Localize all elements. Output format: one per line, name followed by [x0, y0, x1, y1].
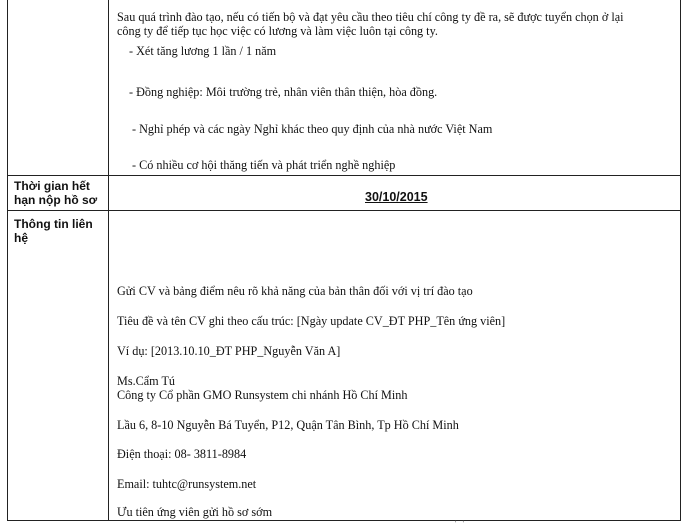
deadline-label-line-1: Thời gian hết: [14, 179, 90, 193]
contact-label-line-1: Thông tin liên: [14, 217, 93, 231]
contact-phone: Điện thoại: 08- 3811-8984: [117, 447, 247, 461]
benefit-item-leave: - Nghỉ phép và các ngày Nghỉ khác theo quy định của nhà nước Việt Nam: [132, 122, 493, 136]
contact-company: Công ty Cổ phần GMO Runsystem chi nhánh Hồ Chí Minh: [117, 388, 408, 402]
table-right-border: [680, 0, 681, 521]
contact-name: Ms.Cẩm Tú: [117, 374, 176, 388]
row-divider-benefits: [7, 175, 681, 176]
benefit-item-salary: - Xét tăng lương 1 lần / 1 năm: [129, 44, 277, 58]
benefit-item-colleagues: - Đồng nghiệp: Môi trường trẻ, nhân viên thân thiện, hòa đồng.: [129, 85, 438, 99]
benefits-intro-line-1: Sau quá trình đào tạo, nếu có tiến bộ và đạt yêu cầu theo tiêu chí công ty đề ra, sẽ được tuyển chọn ở lại: [117, 10, 624, 24]
deadline-label-line-2: hạn nộp hồ sơ: [14, 193, 98, 207]
benefits-intro-line-2: công ty để tiếp tục học việc có lương và làm việc luôn tại công ty.: [117, 24, 438, 38]
next-page-text-fragment: ' ': [455, 519, 466, 528]
benefit-item-career: - Có nhiều cơ hội thăng tiến và phát triển nghề nghiệp: [132, 158, 396, 172]
deadline-value: 30/10/2015: [365, 190, 428, 204]
contact-label-line-2: hệ: [14, 231, 29, 245]
contact-email: Email: tuhtc@runsystem.net: [117, 477, 257, 491]
table-left-border: [7, 0, 8, 521]
contact-address: Lầu 6, 8-10 Nguyễn Bá Tuyển, P12, Quận Tân Bình, Tp Hồ Chí Minh: [117, 418, 459, 432]
contact-send-cv: Gửi CV và bảng điểm nêu rõ khả năng của bản thân đối với vị trí đào tạo: [117, 284, 473, 298]
contact-priority: Ưu tiên ứng viên gửi hồ sơ sớm: [117, 505, 273, 519]
contact-example: Ví dụ: [2013.10.10_ĐT PHP_Nguyễn Văn A]: [117, 344, 341, 358]
table-bottom-border: [7, 520, 681, 521]
table-column-divider: [108, 0, 109, 521]
row-divider-deadline: [7, 210, 681, 211]
contact-subject-format: Tiêu đề và tên CV ghi theo cấu trúc: [Ngày update CV_ĐT PHP_Tên ứng viên]: [117, 314, 506, 328]
